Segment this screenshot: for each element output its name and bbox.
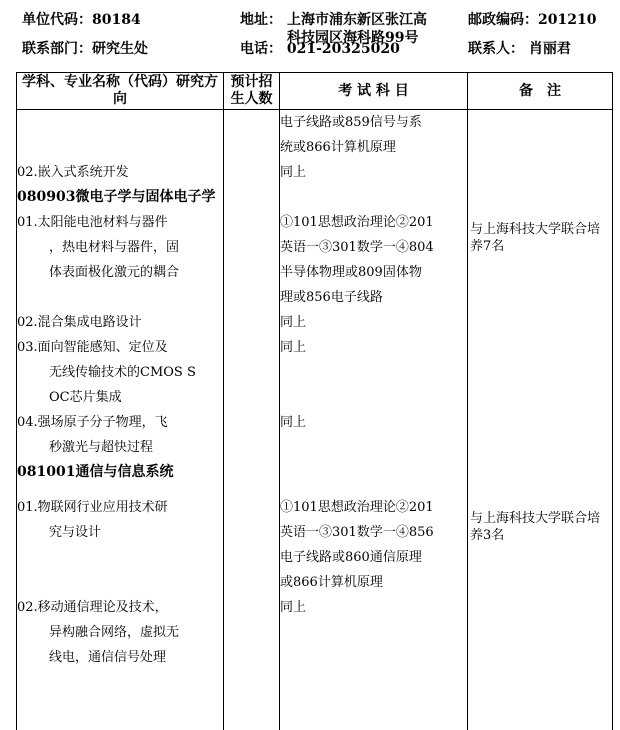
contact-person: 联系人： 肖丽君 <box>468 41 571 57</box>
subject-line: 体表面极化激元的耦合 <box>17 260 223 285</box>
subject-line: 02.嵌入式系统开发 <box>17 160 223 185</box>
notes-column <box>468 110 613 730</box>
subject-line: 02.混合集成电路设计 <box>17 310 223 335</box>
exam-line <box>280 620 467 645</box>
exam-line: 英语一③301数学一④856 <box>280 520 467 545</box>
exam-line <box>280 185 467 210</box>
header-quota: 预计招生人数 <box>224 73 280 110</box>
program-table <box>16 72 613 730</box>
exam-line: 电子线路或859信号与系 <box>280 110 467 135</box>
exam-line: 或866计算机原理 <box>280 570 467 595</box>
header-notes: 备 注 <box>468 73 613 110</box>
phone: 电话： 021-20325020 <box>240 41 400 57</box>
exam-line <box>280 460 467 485</box>
note-joint-training-7: 与上海科技大学联合培养7名 <box>468 221 612 255</box>
subject-line <box>17 285 223 310</box>
subject-line: OC芯片集成 <box>17 385 223 410</box>
exam-line: ①101思想政治理论②201 <box>280 210 467 235</box>
address-label: 地址： <box>240 12 282 28</box>
exam-line: ①101思想政治理论②201 <box>280 495 467 520</box>
header-exam: 考 试 科 目 <box>280 73 468 110</box>
quota-column <box>224 110 280 730</box>
subject-line: 03.面向智能感知、定位及 <box>17 335 223 360</box>
subject-line: 究与设计 <box>17 520 223 545</box>
subject-column <box>17 110 224 730</box>
subject-line <box>17 135 223 160</box>
subject-line: 无线传输技术的CMOS S <box>17 360 223 385</box>
subject-line: 02.移动通信理论及技术， <box>17 595 223 620</box>
exam-line: 统或866计算机原理 <box>280 135 467 160</box>
exam-line: 理或856电子线路 <box>280 285 467 310</box>
exam-line: 同上 <box>280 335 467 360</box>
exam-line <box>280 385 467 410</box>
subject-title: 081001通信与信息系统 <box>17 460 223 485</box>
exam-line: 同上 <box>280 310 467 335</box>
subject-line <box>17 570 223 595</box>
exam-line: 半导体物理或809固体物 <box>280 260 467 285</box>
exam-line: 英语一③301数学一④804 <box>280 235 467 260</box>
subject-title: 080903微电子学与固体电子学 <box>17 185 223 219</box>
subject-line: ，热电材料与器件，固 <box>17 235 223 260</box>
exam-line <box>280 435 467 460</box>
subject-line <box>17 110 223 135</box>
postcode: 邮政编码：201210 <box>468 12 596 28</box>
unit-code: 单位代码：80184 <box>22 12 141 28</box>
subject-line: 01.太阳能电池材料与器件 <box>17 210 223 235</box>
subject-line: 秒激光与超快过程 <box>17 435 223 460</box>
subject-line: 异构融合网络，虚拟无 <box>17 620 223 645</box>
exam-line: 同上 <box>280 410 467 435</box>
exam-line: 同上 <box>280 160 467 185</box>
subject-line: 线电，通信信号处理 <box>17 645 223 670</box>
address-line-1: 上海市浦东新区张江高 <box>287 12 427 28</box>
header-subject: 学科、专业名称（代码）研究方向 <box>17 73 224 110</box>
exam-line: 同上 <box>280 595 467 620</box>
subject-line <box>17 545 223 570</box>
exam-line <box>280 645 467 670</box>
address-line-2: 科技园区海科路99号 <box>287 30 418 46</box>
exam-column <box>280 110 468 730</box>
exam-line: 电子线路或860通信原理 <box>280 545 467 570</box>
exam-line <box>280 360 467 385</box>
subject-line: 04.强场原子分子物理，飞 <box>17 410 223 435</box>
subject-line: 01.物联网行业应用技术研 <box>17 495 223 520</box>
contact-department: 联系部门：研究生处 <box>22 41 148 57</box>
note-joint-training-3: 与上海科技大学联合培养3名 <box>468 510 612 544</box>
